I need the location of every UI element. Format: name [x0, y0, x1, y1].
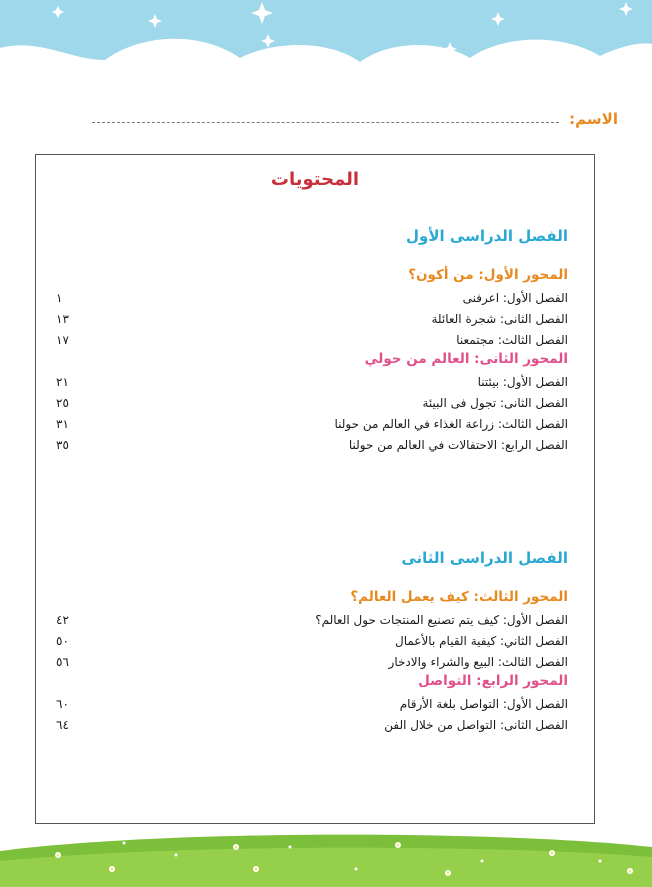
entry-label: الفصل الثالث: البيع والشراء والادخار: [388, 655, 568, 669]
axis-1-heading: المحور الأول: من أكون؟: [408, 267, 568, 283]
entry-page: ٣٥: [56, 438, 69, 452]
toc-entry: [56, 716, 568, 734]
entry-page: ٤٢: [56, 613, 69, 627]
semester-1-heading: الفصل الدراسى الأول: [406, 227, 568, 245]
axis-2-heading: المحور الثانى: العالم من حولي: [364, 351, 568, 367]
toc-entry: [56, 310, 568, 328]
entry-label: الفصل الثانى: شجرة العائلة: [431, 312, 568, 326]
entry-label: الفصل الثانى: التواصل من خلال الفن: [384, 718, 568, 732]
sky-clouds-banner: [0, 0, 652, 90]
entry-page: ٦٤: [56, 718, 69, 732]
entry-page: ٢٥: [56, 396, 69, 410]
toc-entry: [56, 394, 568, 412]
toc-entry: [56, 331, 568, 349]
toc-title: المحتويات: [270, 169, 360, 190]
toc-entry: [56, 415, 568, 433]
axis-4-heading: المحور الرابع: التواصل: [418, 673, 568, 689]
student-name-row: [92, 106, 618, 128]
table-of-contents: [35, 154, 595, 824]
entry-page: ٣١: [56, 417, 69, 431]
entry-label: الفصل الأول: اعرفنى: [462, 291, 568, 305]
entry-label: الفصل الأول: بيئتنا: [477, 375, 568, 389]
toc-entry: [56, 289, 568, 307]
entry-page: ٦٠: [56, 697, 69, 711]
entry-page: ١: [56, 291, 63, 305]
entry-page: ٥٦: [56, 655, 69, 669]
toc-entry: [56, 653, 568, 671]
entry-label: الفصل الثاني: كيفية القيام بالأعمال: [394, 634, 568, 648]
entry-page: ٥٠: [56, 634, 69, 648]
semester-2-heading: الفصل الدراسى الثانى: [401, 549, 568, 567]
entry-label: الفصل الأول: كيف يتم تصنيع المنتجات حول العالم؟: [315, 613, 568, 627]
entry-page: ٢١: [56, 375, 69, 389]
toc-entry: [56, 632, 568, 650]
axis-3-heading: المحور الثالث: كيف يعمل العالم؟: [350, 589, 568, 605]
grass-footer-decoration: [0, 825, 652, 887]
toc-entry: [56, 611, 568, 629]
toc-entry: [56, 373, 568, 391]
entry-page: ١٣: [56, 312, 69, 326]
entry-label: الفصل الأول: التواصل بلغة الأرقام: [399, 697, 568, 711]
entry-label: الفصل الثالث: مجتمعنا: [456, 333, 568, 347]
entry-label: الفصل الثالث: زراعة الغذاء في العالم من حولنا: [334, 417, 568, 431]
entry-page: ١٧: [56, 333, 69, 347]
toc-entry: [56, 436, 568, 454]
name-label: الاسم:: [569, 110, 618, 128]
entry-label: الفصل الرابع: الاحتفالات في العالم من حولنا: [348, 438, 568, 452]
name-blank-line: [92, 122, 559, 123]
entry-label: الفصل الثانى: تجول فى البيئة: [422, 396, 568, 410]
toc-entry: [56, 695, 568, 713]
